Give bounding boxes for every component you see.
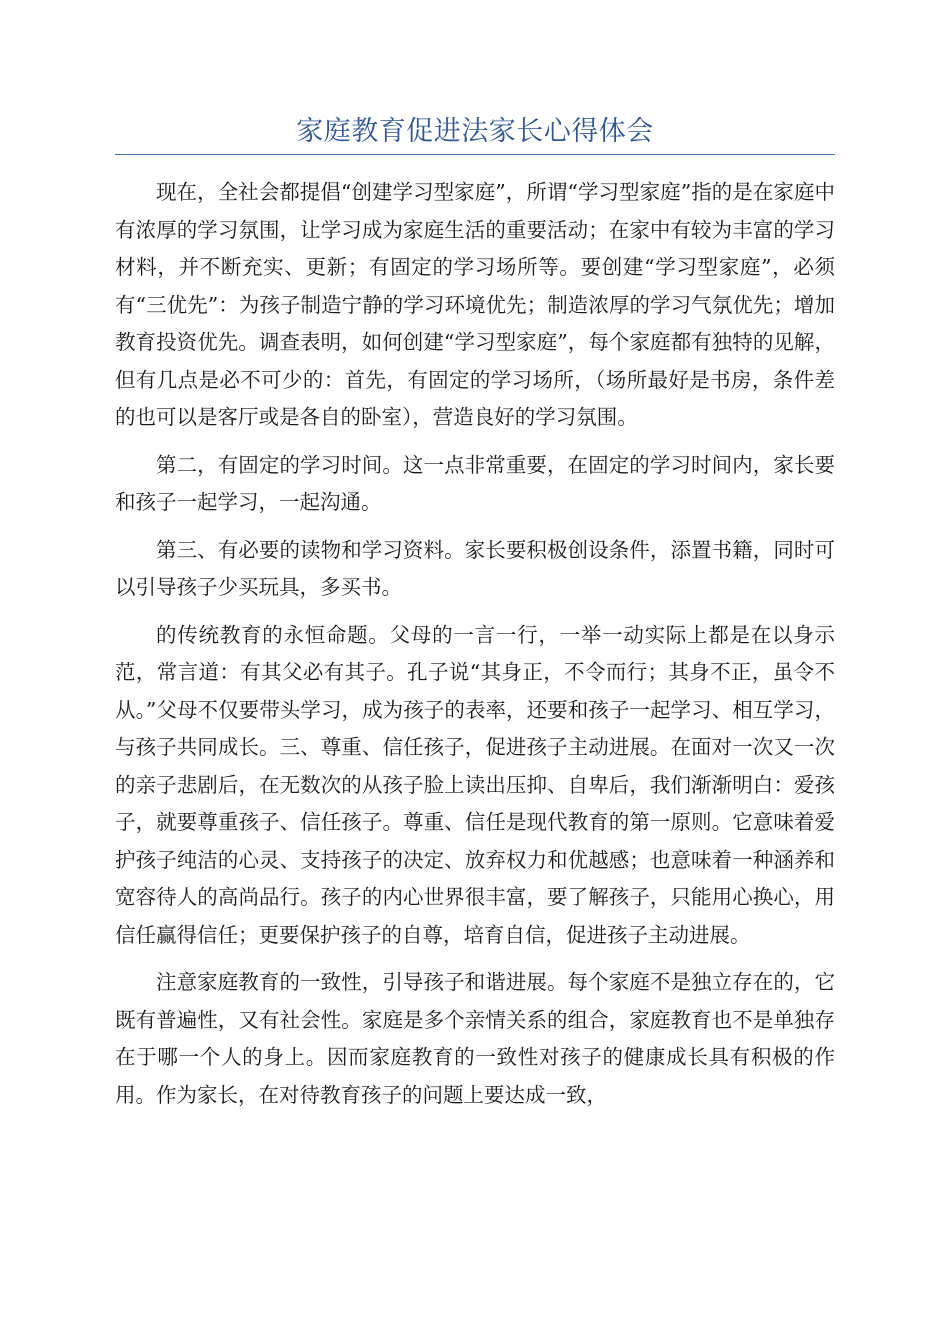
paragraph-3: 第三、有必要的读物和学习资料。家长要积极创设条件，添置书籍，同时可以引导孩子少买玩具，多买书。	[115, 537, 835, 599]
document-body	[115, 174, 835, 1124]
paragraph-2: 第二，有固定的学习时间。这一点非常重要，在固定的学习时间内，家长要和孩子一起学习，一起沟通。	[115, 452, 835, 514]
paragraph-5: 注意家庭教育的一致性，引导孩子和谐进展。每个家庭不是独立存在的，它既有普遍性，又有社会性。家庭是多个亲情关系的组合，家庭教育也不是单独存在于哪一个人的身上。因而家庭教育的一致性对孩子的健康成长具有积极的作用。作为家长，在对待教育孩子的问题上要达成一致，	[115, 970, 835, 1107]
paragraph-1: 现在，全社会都提倡“创建学习型家庭”，所谓“学习型家庭”指的是在家庭中有浓厚的学习氛围，让学习成为家庭生活的重要活动；在家中有较为丰富的学习材料，并不断充实、更新；有固定的学习场所等。要创建“学习型家庭”，必须有“三优先”：为孩子制造宁静的学习环境优先；制造浓厚的学习气氛优先；增加教育投资优先。调查表明，如何创建“学习型家庭”，每个家庭都有独特的见解，但有几点是必不可少的：首先，有固定的学习场所，（场所最好是书房，条件差的也可以是客厅或是各自的卧室），营造良好的学习氛围。	[115, 180, 835, 429]
title-underline	[115, 154, 835, 155]
paragraph-4: 的传统教育的永恒命题。父母的一言一行，一举一动实际上都是在以身示范，常言道：有其父必有其子。孔子说“其身正，不令而行；其身不正，虽令不从。”父母不仅要带头学习，成为孩子的表率，还要和孩子一起学习、相互学习，与孩子共同成长。三、尊重、信任孩子，促进孩子主动进展。在面对一次又一次的亲子悲剧后，在无数次的从孩子脸上读出压抑、自卑后，我们渐渐明白：爱孩子，就要尊重孩子、信任孩子。尊重、信任是现代教育的第一原则。它意味着爱护孩子纯洁的心灵、支持孩子的决定、放弃权力和优越感；也意味着一种涵养和宽容待人的高尚品行。孩子的内心世界很丰富，要了解孩子，只能用心换心，用信任赢得信任；更要保护孩子的自尊，培育自信，促进孩子主动进展。	[115, 622, 835, 947]
document-title: 家庭教育促进法家长心得体会	[296, 116, 654, 147]
